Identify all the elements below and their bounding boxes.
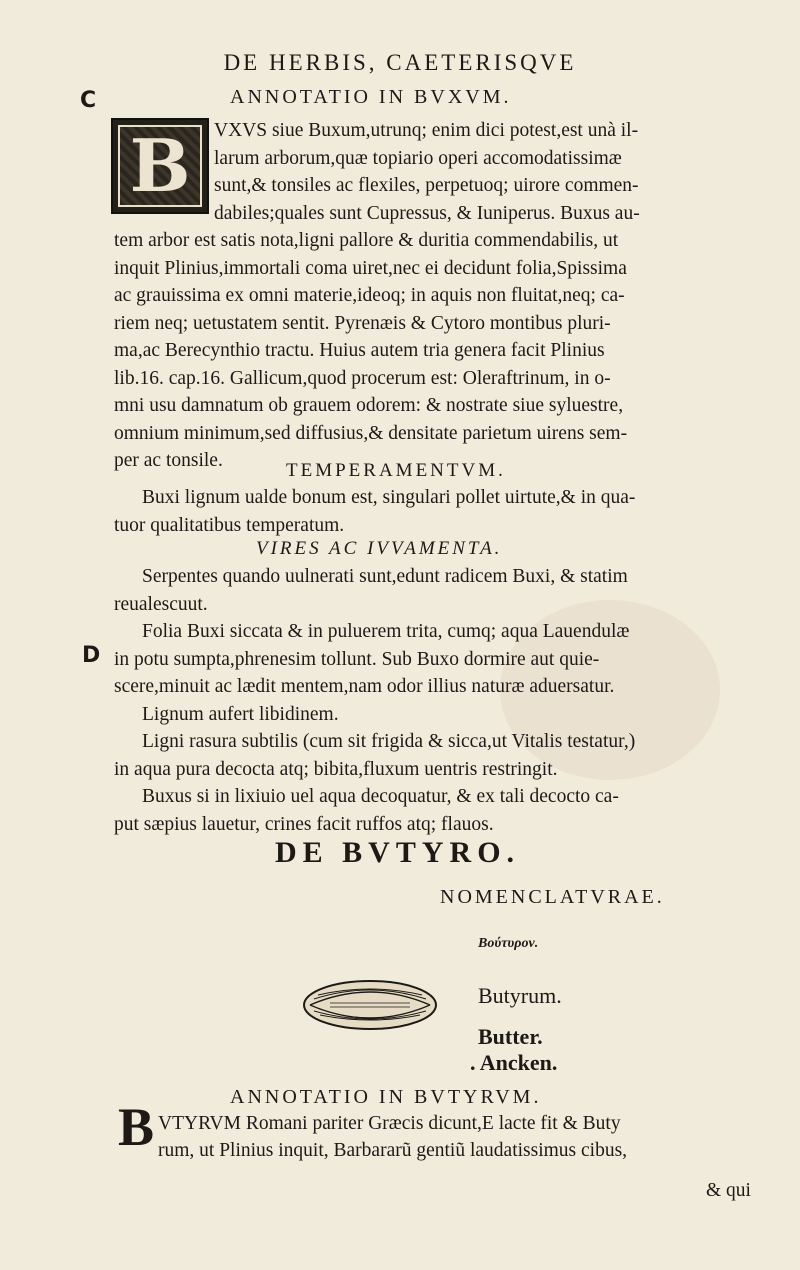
temperamentum-paragraph [114, 484, 774, 539]
margin-letter-d: D [82, 643, 101, 668]
text-line: tem arbor est satis nota,ligni pallore & duritia commendabilis, ut [114, 230, 619, 251]
annotation-butyrum-heading: ANNOTATIO IN BVTYRVM. [230, 1086, 542, 1108]
greek-name: Βούτυρον. [478, 936, 539, 951]
text-line: VTYRVM Romani pariter Græcis dicunt,E lacte fit & Buty [158, 1113, 621, 1134]
latin-name: Butyrum. [478, 983, 562, 1008]
text-line: mni usu damnatum ob grauem odorem: & nostrate siue syluestre, [114, 395, 624, 416]
butyrum-paragraph [158, 1110, 798, 1164]
buxum-paragraph [114, 117, 774, 475]
vires-heading: VIRES AC IVVAMENTA. [256, 538, 503, 559]
nomenclaturae-heading: NOMENCLATVRAE. [440, 886, 665, 908]
annotation-heading: ANNOTATIO IN BVXVM. [230, 86, 512, 108]
text-line: in aqua pura decocta atq; bibita,fluxum uentris restringit. [114, 758, 558, 780]
text-line: omnium minimum,sed diffusius,& densitate parietum uirens sem- [114, 422, 628, 444]
running-head: DE HERBIS, CAETERISQVE [223, 50, 577, 75]
text-line: Ligni rasura subtilis (cum sit frigida & sicca,ut Vitalis testatur,) [142, 731, 636, 752]
text-line: larum arborum,quæ topiario operi accomodatissimæ [214, 147, 622, 169]
text-line: inquit Plinius,immortali coma uiret,nec ei decidunt folia,Spissima [114, 257, 627, 279]
butyro-title: DE BVTYRO. [275, 836, 521, 869]
text-line: VXVS siue Buxum,utrunq; enim dici potest,est unà il- [214, 120, 639, 141]
text-line: tuor qualitatibus temperatum. [114, 514, 345, 536]
margin-letter-c: C [80, 88, 97, 113]
butter-woodcut-image [300, 975, 440, 1035]
text-line: ac grauissima ex omni materie,ideoq; in aquis non fluitat,neq; ca- [114, 285, 625, 306]
text-line: rum, ut Plinius inquit, Barbararũ gentiũ laudatissimus cibus, [158, 1140, 628, 1161]
text-line: put sæpius lauetur, crines facit ruffos atq; flauos. [114, 813, 494, 835]
text-line: ma,ac Berecynthio tractu. Huius autem tria genera facit Plinius [114, 340, 605, 361]
text-line: Serpentes quando uulnerati sunt,edunt radicem Buxi, & statim [142, 566, 628, 587]
german-name-1: Butter. [478, 1024, 543, 1049]
text-line: per ac tonsile. [114, 450, 223, 471]
text-line: Buxus si in lixiuio uel aqua decoquatur, & ex tali decocto ca- [142, 786, 619, 807]
text-line: reualescuut. [114, 593, 208, 615]
text-line: Buxi lignum ualde bonum est, singulari pollet uirtute,& in qua- [142, 487, 636, 508]
temperamentum-heading: TEMPERAMENTVM. [286, 460, 506, 481]
initial-letter: B [129, 123, 191, 208]
text-line: scere,minuit ac lædit mentem,nam odor illius naturæ aduersatur. [114, 676, 615, 697]
text-line: Lignum aufert libidinem. [142, 703, 339, 725]
vires-paragraph [114, 563, 774, 838]
text-line: riem neq; uetustatem sentit. Pyrenæis & Cytoro montibus pluri- [114, 312, 611, 334]
butyrum-initial: B [118, 1097, 155, 1157]
text-line: & qui [706, 1180, 751, 1201]
text-line: Folia Buxi siccata & in puluerem trita, cumq; aqua Lauendulæ [142, 621, 630, 642]
german-name-2: . Ancken. [470, 1050, 558, 1075]
text-line: sunt,& tonsiles ac flexiles, perpetuoq; uirore commen- [214, 175, 639, 196]
text-line: lib.16. cap.16. Gallicum,quod procerum est: Oleraftrinum, in o- [114, 367, 611, 389]
text-line: in potu sumpta,phrenesim tollunt. Sub Buxo dormire aut quie- [114, 648, 600, 670]
text-line: dabiles;quales sunt Cupressus, & Iuniperus. Buxus au- [214, 202, 640, 224]
